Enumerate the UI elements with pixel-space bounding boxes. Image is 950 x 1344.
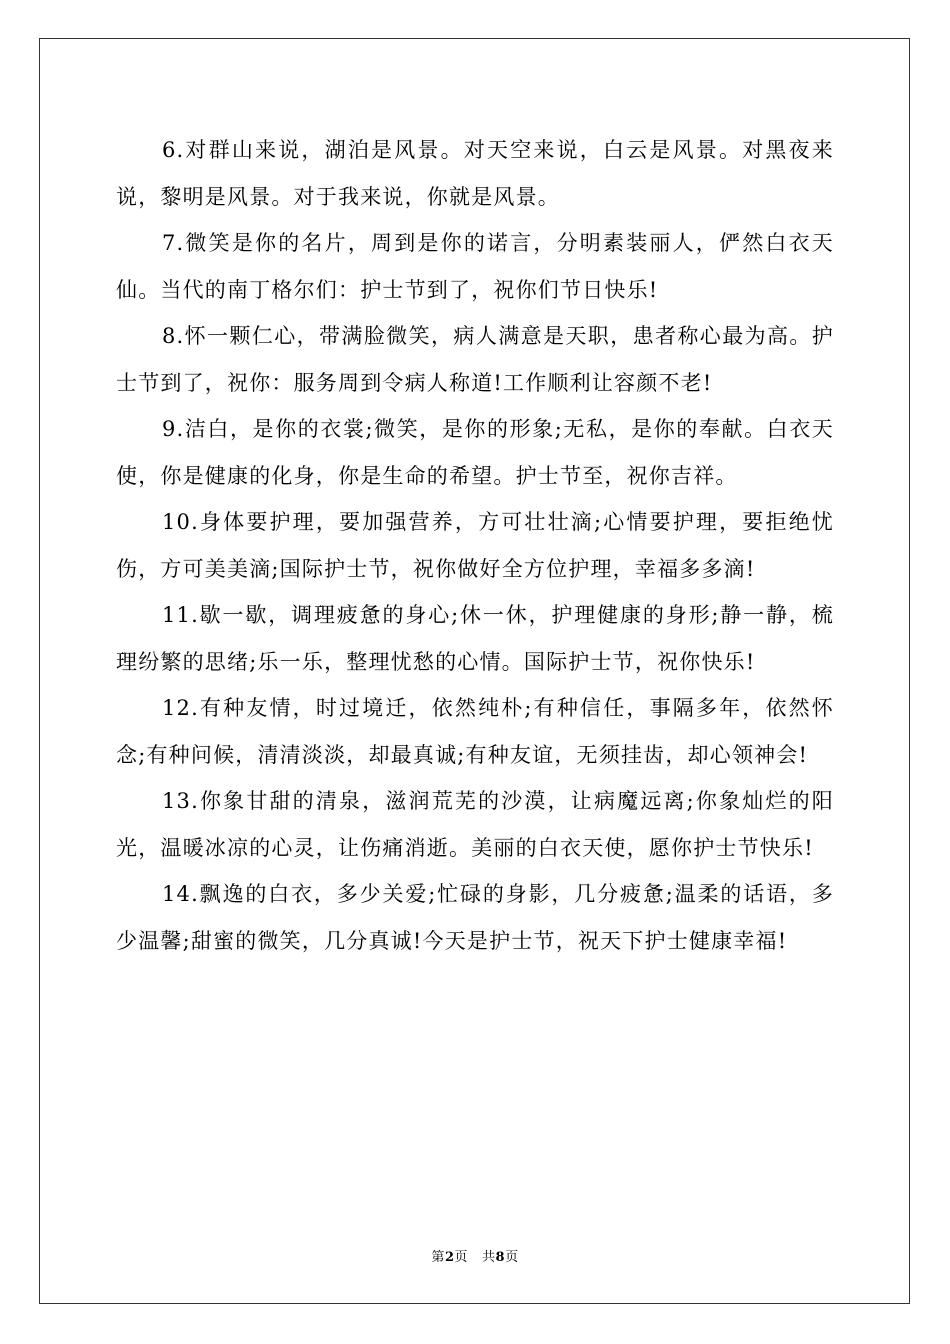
total-prefix: 共 — [482, 1250, 496, 1265]
paragraph-9: 9.洁白，是你的衣裳;微笑，是你的形象;无私，是你的奉献。白衣天使，你是健康的化身，你是生命的希望。护士节至，祝你吉祥。 — [116, 417, 834, 488]
document-body — [116, 127, 834, 964]
paragraph-7: 7.微笑是你的名片，周到是你的诺言，分明素装丽人，俨然白衣天仙。当代的南丁格尔们：护士节到了，祝你们节日快乐! — [116, 231, 834, 302]
page-prefix: 第 — [431, 1250, 445, 1265]
page-suffix: 页 — [454, 1250, 468, 1265]
paragraph-6: 6.对群山来说，湖泊是风景。对天空来说，白云是风景。对黑夜来说，黎明是风景。对于我来说，你就是风景。 — [116, 138, 834, 209]
total-page-number: 8 — [495, 1250, 506, 1265]
current-page-number: 2 — [444, 1250, 455, 1265]
total-suffix: 页 — [505, 1250, 519, 1265]
paragraph-8: 8.怀一颗仁心，带满脸微笑，病人满意是天职，患者称心最为高。护士节到了，祝你：服务周到令病人称道!工作顺利让容颜不老! — [116, 324, 834, 395]
paragraph-11: 11.歇一歇，调理疲惫的身心;休一休，护理健康的身形;静一静，梳理纷繁的思绪;乐一乐，整理忧愁的心情。国际护士节，祝你快乐! — [116, 603, 834, 674]
page-footer — [0, 1249, 950, 1267]
paragraph-14: 14.飘逸的白衣，多少关爱;忙碌的身影，几分疲惫;温柔的话语，多少温馨;甜蜜的微笑，几分真诚!今天是护士节，祝天下护士健康幸福! — [116, 882, 834, 953]
paragraph-12: 12.有种友情，时过境迁，依然纯朴;有种信任，事隔多年，依然怀念;有种问候，清清淡淡，却最真诚;有种友谊，无须挂齿，却心领神会! — [116, 696, 834, 767]
paragraph-10: 10.身体要护理，要加强营养，方可壮壮滴;心情要护理，要拒绝忧伤，方可美美滴;国际护士节，祝你做好全方位护理，幸福多多滴! — [116, 510, 834, 581]
paragraph-13: 13.你象甘甜的清泉，滋润荒芜的沙漠，让病魔远离;你象灿烂的阳光，温暖冰凉的心灵，让伤痛消逝。美丽的白衣天使，愿你护士节快乐! — [116, 789, 834, 860]
